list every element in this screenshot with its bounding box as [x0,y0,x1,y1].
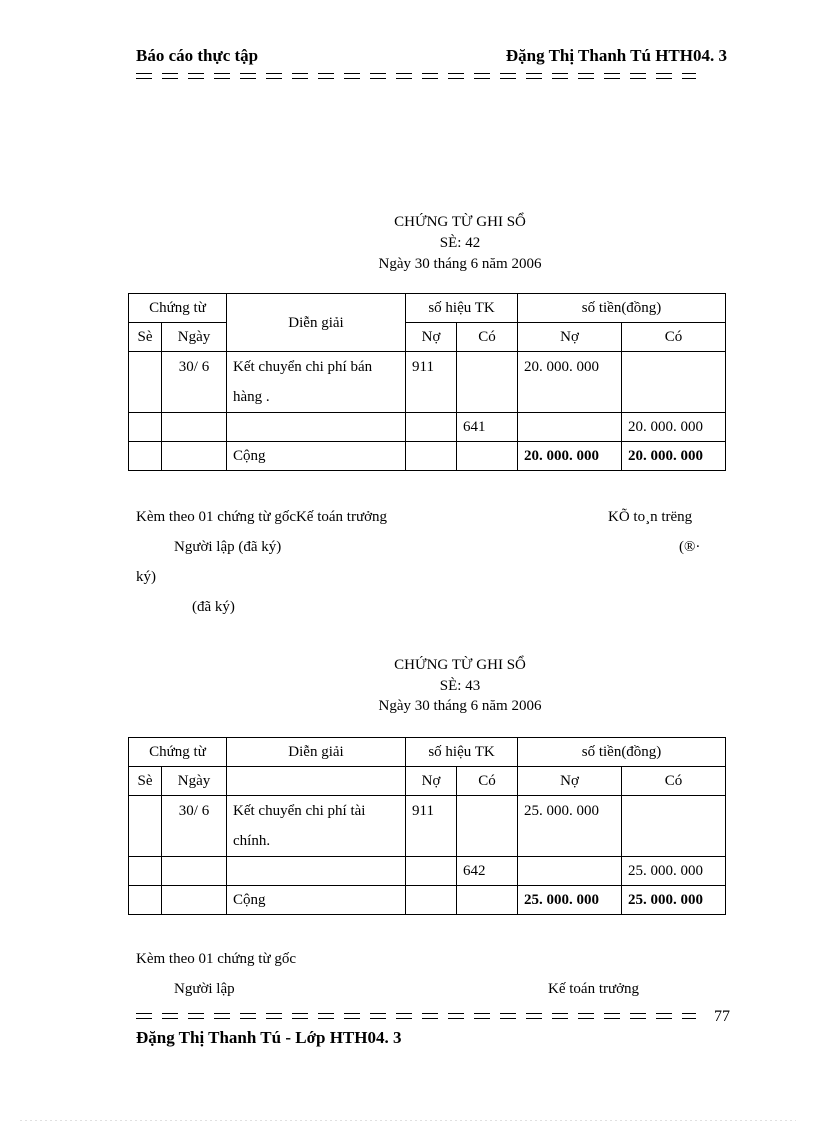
col-tien-co: Có [622,767,726,796]
voucher1-number: SÈ: 42 [439,235,481,251]
col-chung-tu: Chứng từ [129,738,227,767]
voucher1-date: Ngày 30 tháng 6 năm 2006 [378,256,542,272]
voucher1-sign-line1: Kèm theo 01 chứng từ gốcKế toán trưởng [136,509,388,525]
voucher1-sign-line4: (đã ký) [192,599,235,615]
cell-amount-co: 20. 000. 000 [622,413,726,442]
voucher2-sign-right2: Kế toán trưởng [548,981,640,997]
total-co: 25. 000. 000 [622,886,726,915]
voucher2-number: SÈ: 43 [439,678,481,694]
header-divider [136,72,696,80]
table-row [129,796,726,857]
voucher2-sign-line1: Kèm theo 01 chứng từ gốc [136,951,296,967]
total-label: Cộng [227,886,406,915]
col-so: Sè [129,767,162,796]
col-so-hieu-tk: số hiệu TK [406,294,518,323]
voucher1-sign-right2: (®· [679,539,701,555]
table-subheader-row [129,767,726,796]
col-tien-co: Có [622,323,726,352]
col-dien-giai: Diễn giải [227,294,406,352]
table-row [129,857,726,886]
cell-tk-no: 911 [406,796,457,857]
total-co: 20. 000. 000 [622,442,726,471]
col-so-tien: số tiền(đồng) [518,294,726,323]
col-so-hieu-tk: số hiệu TK [406,738,518,767]
voucher1-title: CHỨNG TỪ GHI SỔ [394,214,526,230]
col-dien-giai: Diễn giải [227,738,406,767]
voucher1-table [128,293,726,471]
col-ngay: Ngày [162,323,227,352]
voucher1-sign-line3: ký) [136,569,156,585]
table-total-row [129,442,726,471]
cell-amount-co: 25. 000. 000 [622,857,726,886]
table-total-row [129,886,726,915]
table-row [129,352,726,413]
footer-author: Đặng Thị Thanh Tú - Lớp HTH04. 3 [136,1028,402,1047]
col-tk-co: Có [457,323,518,352]
cell-amount-no: 25. 000. 000 [518,796,622,857]
col-tk-co: Có [457,767,518,796]
total-no: 25. 000. 000 [518,886,622,915]
cell-ngay: 30/ 6 [162,352,227,413]
col-ngay: Ngày [162,767,227,796]
voucher2-sign-line2: Người lập [174,981,235,997]
col-tien-no: Nợ [518,767,622,796]
col-so-tien: số tiền(đồng) [518,738,726,767]
cell-amount-no: 20. 000. 000 [518,352,622,413]
total-no: 20. 000. 000 [518,442,622,471]
col-tk-no: Nợ [406,767,457,796]
voucher2-table [128,737,726,915]
cell-tk-co: 641 [457,413,518,442]
col-so: Sè [129,323,162,352]
cell-ngay: 30/ 6 [162,796,227,857]
voucher1-sign-right1: KÕ to¸n trëng [608,509,693,525]
col-tk-no: Nợ [406,323,457,352]
cell-tk-no: 911 [406,352,457,413]
page-number: 77 [714,1008,730,1025]
header-left: Báo cáo thực tập [136,46,259,65]
total-label: Cộng [227,442,406,471]
col-chung-tu: Chứng từ [129,294,227,323]
col-tien-no: Nợ [518,323,622,352]
page-edge [20,1120,796,1121]
table-header-row [129,738,726,767]
voucher2-title: CHỨNG TỪ GHI SỔ [394,657,526,673]
voucher2-date: Ngày 30 tháng 6 năm 2006 [378,698,542,714]
footer-divider [136,1012,696,1020]
voucher1-sign-line2: Người lập (đã ký) [174,539,282,555]
table-header-row [129,294,726,323]
cell-desc: Kết chuyển chi phí tài chính. [227,796,406,857]
cell-tk-co: 642 [457,857,518,886]
table-subheader-row [129,323,726,352]
table-row [129,413,726,442]
header-right: Đặng Thị Thanh Tú HTH04. 3 [505,46,727,65]
cell-desc: Kết chuyển chi phí bán hàng . [227,352,406,413]
